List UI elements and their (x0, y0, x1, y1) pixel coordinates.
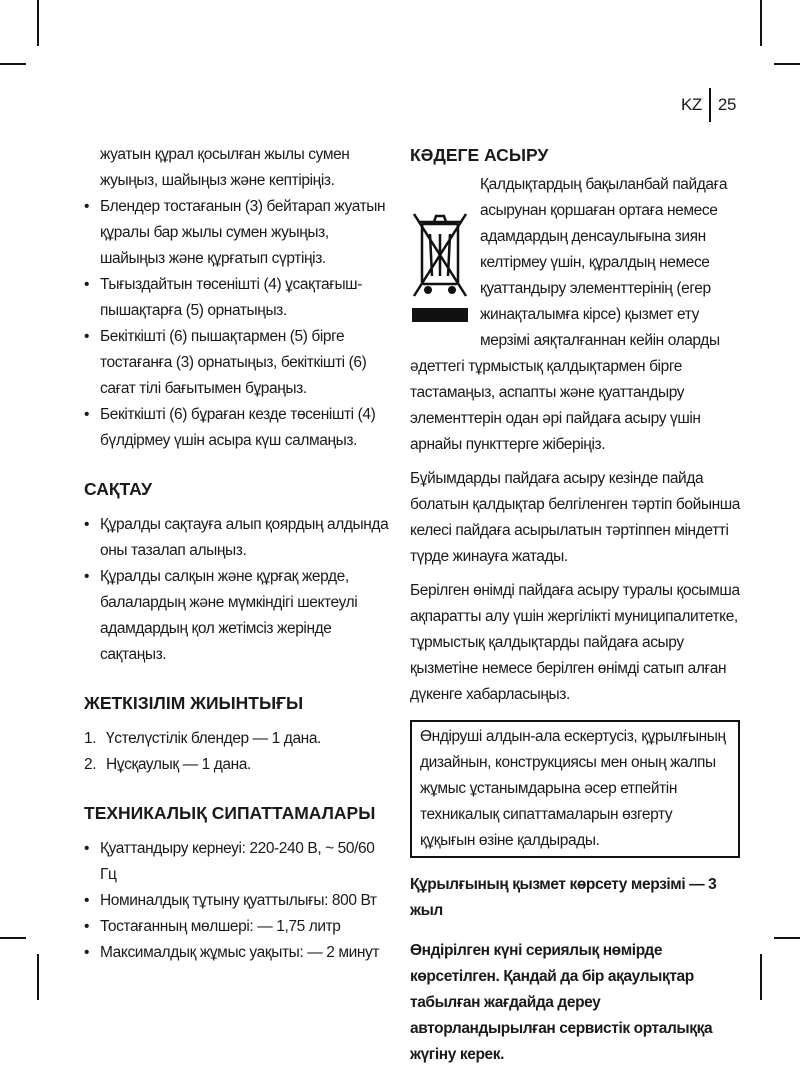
list-item: • Бекіткішті (6) бұраған кезде төсенішті (4) бүлдірмеу үшін асыра күш салмаңыз. (84, 402, 390, 454)
list-item: • Тығыздайтын төсенішті (4) ұсақтағыш-пышақтарға (5) орнатыңыз. (84, 272, 390, 324)
crop-mark (760, 0, 762, 46)
disposal-paragraph-1: Қалдықтардың бақыланбай пайдаға асырунан қоршаған ортаға немесе адамдардың денсаулығына зиян келтірмеу үшін, құралдың немесе қуаттандыру элементтерінің (егер жинақталымға кірсе) қызмет ету мерзімі аяқталғаннан кейін оларды әдеттегі тұрмыстық қалдықтармен бірге тастамаңыз, аспапты және қуаттандыру элементтерін одан әрі пайдаға асыру үшін арнайы пункттерге жіберіңіз. (410, 176, 728, 453)
list-item: • Максималдық жұмыс уақыты: — 2 минут (84, 940, 390, 966)
crop-mark (37, 0, 39, 46)
header-divider (709, 88, 711, 122)
crop-mark (760, 954, 762, 1000)
left-column (84, 142, 390, 966)
list-item: • Бекіткішті (6) пышақтармен (5) бірге тостағанға (3) орнатыңыз, бекіткішті (6) сағат тілі бағытымен бұраңыз. (84, 324, 390, 402)
manufacturer-notice (410, 720, 740, 858)
list-item (84, 726, 390, 752)
item-number: 1. (84, 730, 97, 747)
list-item: • Қуаттандыру кернеуі: 220-240 В, ~ 50/60 Гц (84, 836, 390, 888)
disposal-heading: КӘДЕГЕ АСЫРУ (410, 145, 549, 165)
list-item: • Құралды сақтауға алып қоярдың алдында оны тазалап алыңыз. (84, 512, 390, 564)
crop-mark (0, 937, 26, 939)
production-note: Өндірілген күні сериялық нөмірде көрсетілген. Қандай да бір ақаулықтар табылған жағдайда дереу авторландырылған сервистік орталыққа жүгіну керек. (410, 942, 713, 1063)
disposal-paragraph-3: Берілген өнімді пайдаға асыру туралы қосымша ақпаратты алу үшін жергілікті муниципалитетке, тұрмыстық қалдықтарды пайдаға асыру қызметіне немесе берілген өнімді сатып алған дүкенге хабарласыңыз. (410, 582, 740, 703)
language-code: KZ (680, 95, 702, 114)
page-number: 25 (717, 95, 736, 114)
list-item: • Құралды салқын және құрғақ жерде, балалардың және мүмкіндігі шектеулі адамдардың қол жетімсіз жерінде сақтаңыз. (84, 564, 390, 668)
list-item: • Номиналдық тұтыну қуаттылығы: 800 Вт (84, 888, 390, 914)
crop-mark (37, 954, 39, 1000)
specs-list (84, 836, 390, 966)
item-text: Үстелүстілік блендер — 1 дана. (106, 730, 321, 747)
disposal-paragraph-2: Бұйымдарды пайдаға асыру кезінде пайда болатын қалдықтар белгіленген тәртіп бойынша келесі пайдаға асырылатын тәртіппен міндетті түрде жинауға жатады. (410, 470, 740, 565)
crossed-out-wheelie-bin-icon (410, 210, 470, 332)
notice-text: Өндіруші алдын-ала ескертусіз, құрылғының дизайнын, конструкциясы мен оның жалпы жұмыс ұстанымдарына әсер етпейтін техникалық сипаттамаларын өзгерту құқығын өзіне қалдырады. (420, 728, 726, 849)
specs-heading: ТЕХНИКАЛЫҚ СИПАТТАМАЛАРЫ (84, 803, 376, 823)
list-item: • Блендер тостағанын (3) бейтарап жуатын құралы бар жылы сумен жуыңыз, шайыңыз және құрғатып сүртіңіз. (84, 194, 390, 272)
crop-mark (774, 63, 800, 65)
crop-mark (774, 937, 800, 939)
crop-mark (0, 63, 26, 65)
list-item: • Тостағанның мөлшері: — 1,75 литр (84, 914, 390, 940)
item-number: 2. (84, 756, 97, 773)
service-life: Құрылғының қызмет көрсету мерзімі — 3 жыл (410, 876, 717, 919)
list-item (84, 752, 390, 778)
right-column (410, 142, 740, 1068)
kit-list (84, 726, 390, 778)
item-text: Нұсқаулық — 1 дана. (106, 756, 251, 773)
storage-heading: САҚТАУ (84, 479, 152, 499)
storage-list (84, 512, 390, 668)
care-continuation: жуатын құрал қосылған жылы сумен жуыңыз, шайыңыз және кептіріңіз. (100, 146, 350, 189)
kit-heading: ЖЕТКІЗІЛІМ ЖИЫНТЫҒЫ (84, 693, 304, 713)
care-list (84, 194, 390, 454)
page-header (681, 88, 736, 122)
